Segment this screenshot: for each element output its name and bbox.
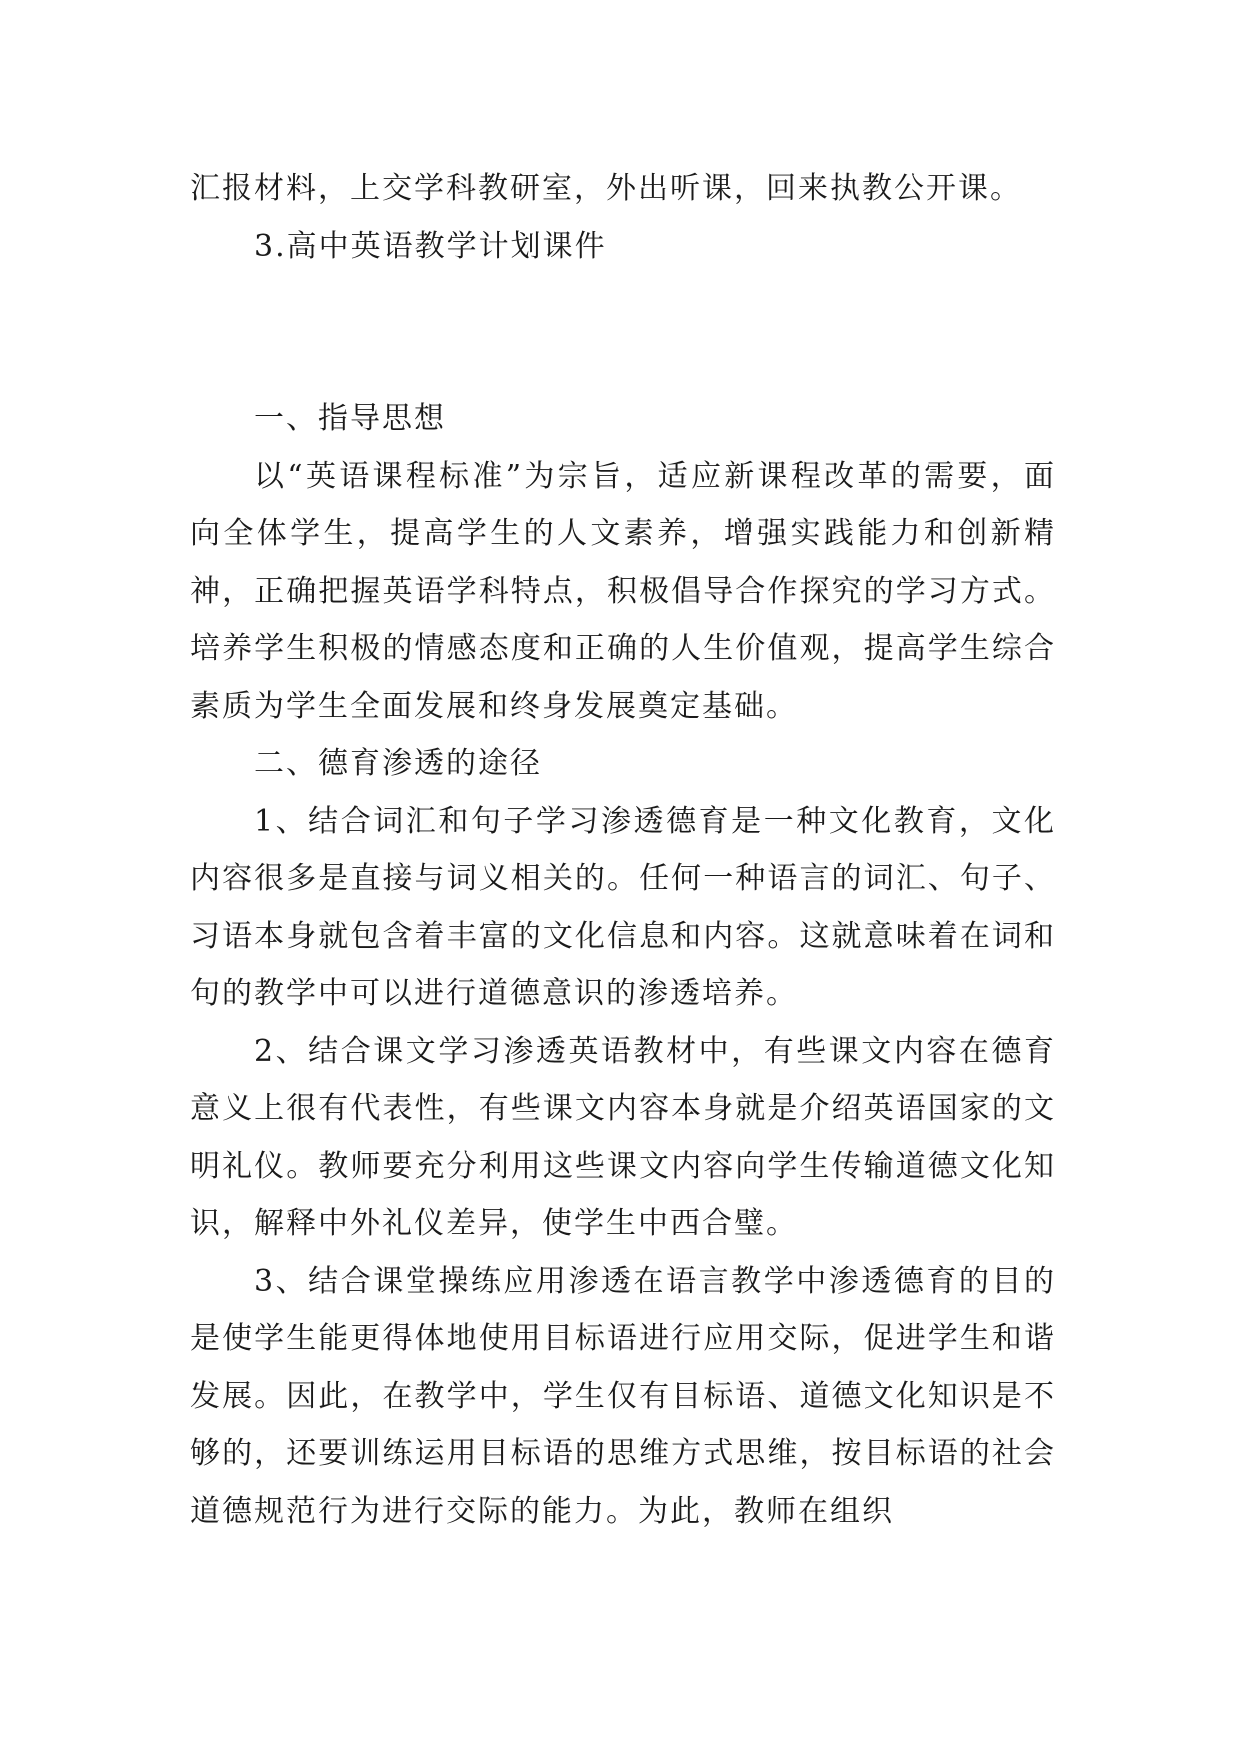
paragraph-guiding-ideology: 以“英语课程标准”为宗旨，适应新课程改革的需要，面向全体学生，提高学生的人文素养，增强实践能力和创新精神，正确把握英语学科特点，积极倡导合作探究的学习方式。培养学生积极的情感态度和正确的人生价值观，提高学生综合素质为学生全面发展和终身发展奠定基础。 (190, 458, 1056, 724)
paragraph-item-3: 3、结合课堂操练应用渗透在语言教学中渗透德育的目的是使学生能更得体地使用目标语进行应用交际，促进学生和谐发展。因此，在教学中，学生仅有目标语、道德文化知识是不够的，还要训练运用目标语的思维方式思维，按目标语的社会道德规范行为进行交际的能力。为此，教师在组织 (190, 1263, 1056, 1529)
continued-paragraph: 汇报材料，上交学科教研室，外出听课，回来执教公开课。 (190, 171, 1022, 206)
section-heading-guiding-ideology: 一、指导思想 (254, 401, 446, 436)
paragraph-item-1: 1、结合词汇和句子学习渗透德育是一种文化教育，文化内容很多是直接与词义相关的。任何一种语言的词汇、句子、习语本身就包含着丰富的文化信息和内容。这就意味着在词和句的教学中可以进行道德意识的渗透培养。 (190, 803, 1056, 1011)
document-body (190, 160, 1056, 1540)
paragraph-item-2: 2、结合课文学习渗透英语教材中，有些课文内容在德育意义上很有代表性，有些课文内容本身就是介绍英语国家的文明礼仪。教师要充分利用这些课文内容向学生传输道德文化知识，解释中外礼仪差异，使学生中西合璧。 (190, 1033, 1056, 1241)
section-heading-moral-education: 二、德育渗透的途径 (254, 746, 542, 781)
blank-space (190, 275, 1056, 390)
document-title: 3.高中英语教学计划课件 (254, 228, 607, 264)
